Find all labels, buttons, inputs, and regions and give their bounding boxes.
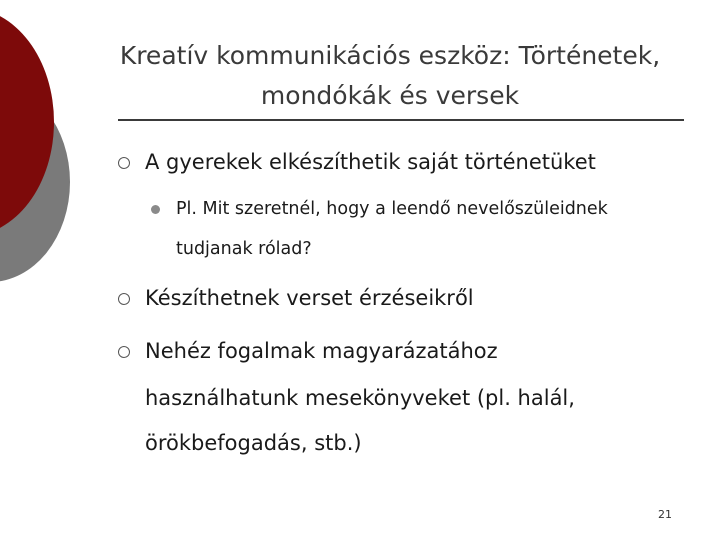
title-divider <box>118 119 684 121</box>
bullet-marker-3 <box>118 346 130 358</box>
sub-bullet-item-1-line1: Pl. Mit szeretnél, hogy a leendő nevelőszüleidnek <box>176 199 608 219</box>
bullet-item-2: Készíthetnek verset érzéseikről <box>145 286 474 310</box>
bullet-item-1: A gyerekek elkészíthetik saját történetüket <box>145 150 596 174</box>
slide-title-line1: Kreatív kommunikációs eszköz: Történetek, <box>119 41 661 70</box>
bullet-marker-1 <box>118 157 130 169</box>
bullet-item-3-line3: örökbefogadás, stb.) <box>145 431 362 455</box>
sub-bullet-marker-1 <box>151 205 160 214</box>
slide-title <box>100 36 680 116</box>
slide-title-line2: mondókák és versek <box>260 81 520 110</box>
page-number: 21 <box>658 508 672 521</box>
bullet-item-3-line1: Nehéz fogalmak magyarázatához <box>145 339 498 363</box>
bullet-marker-2 <box>118 293 130 305</box>
bullet-item-3-line2: használhatunk mesekönyveket (pl. halál, <box>145 386 575 410</box>
sub-bullet-item-1-line2: tudjanak rólad? <box>176 239 312 259</box>
